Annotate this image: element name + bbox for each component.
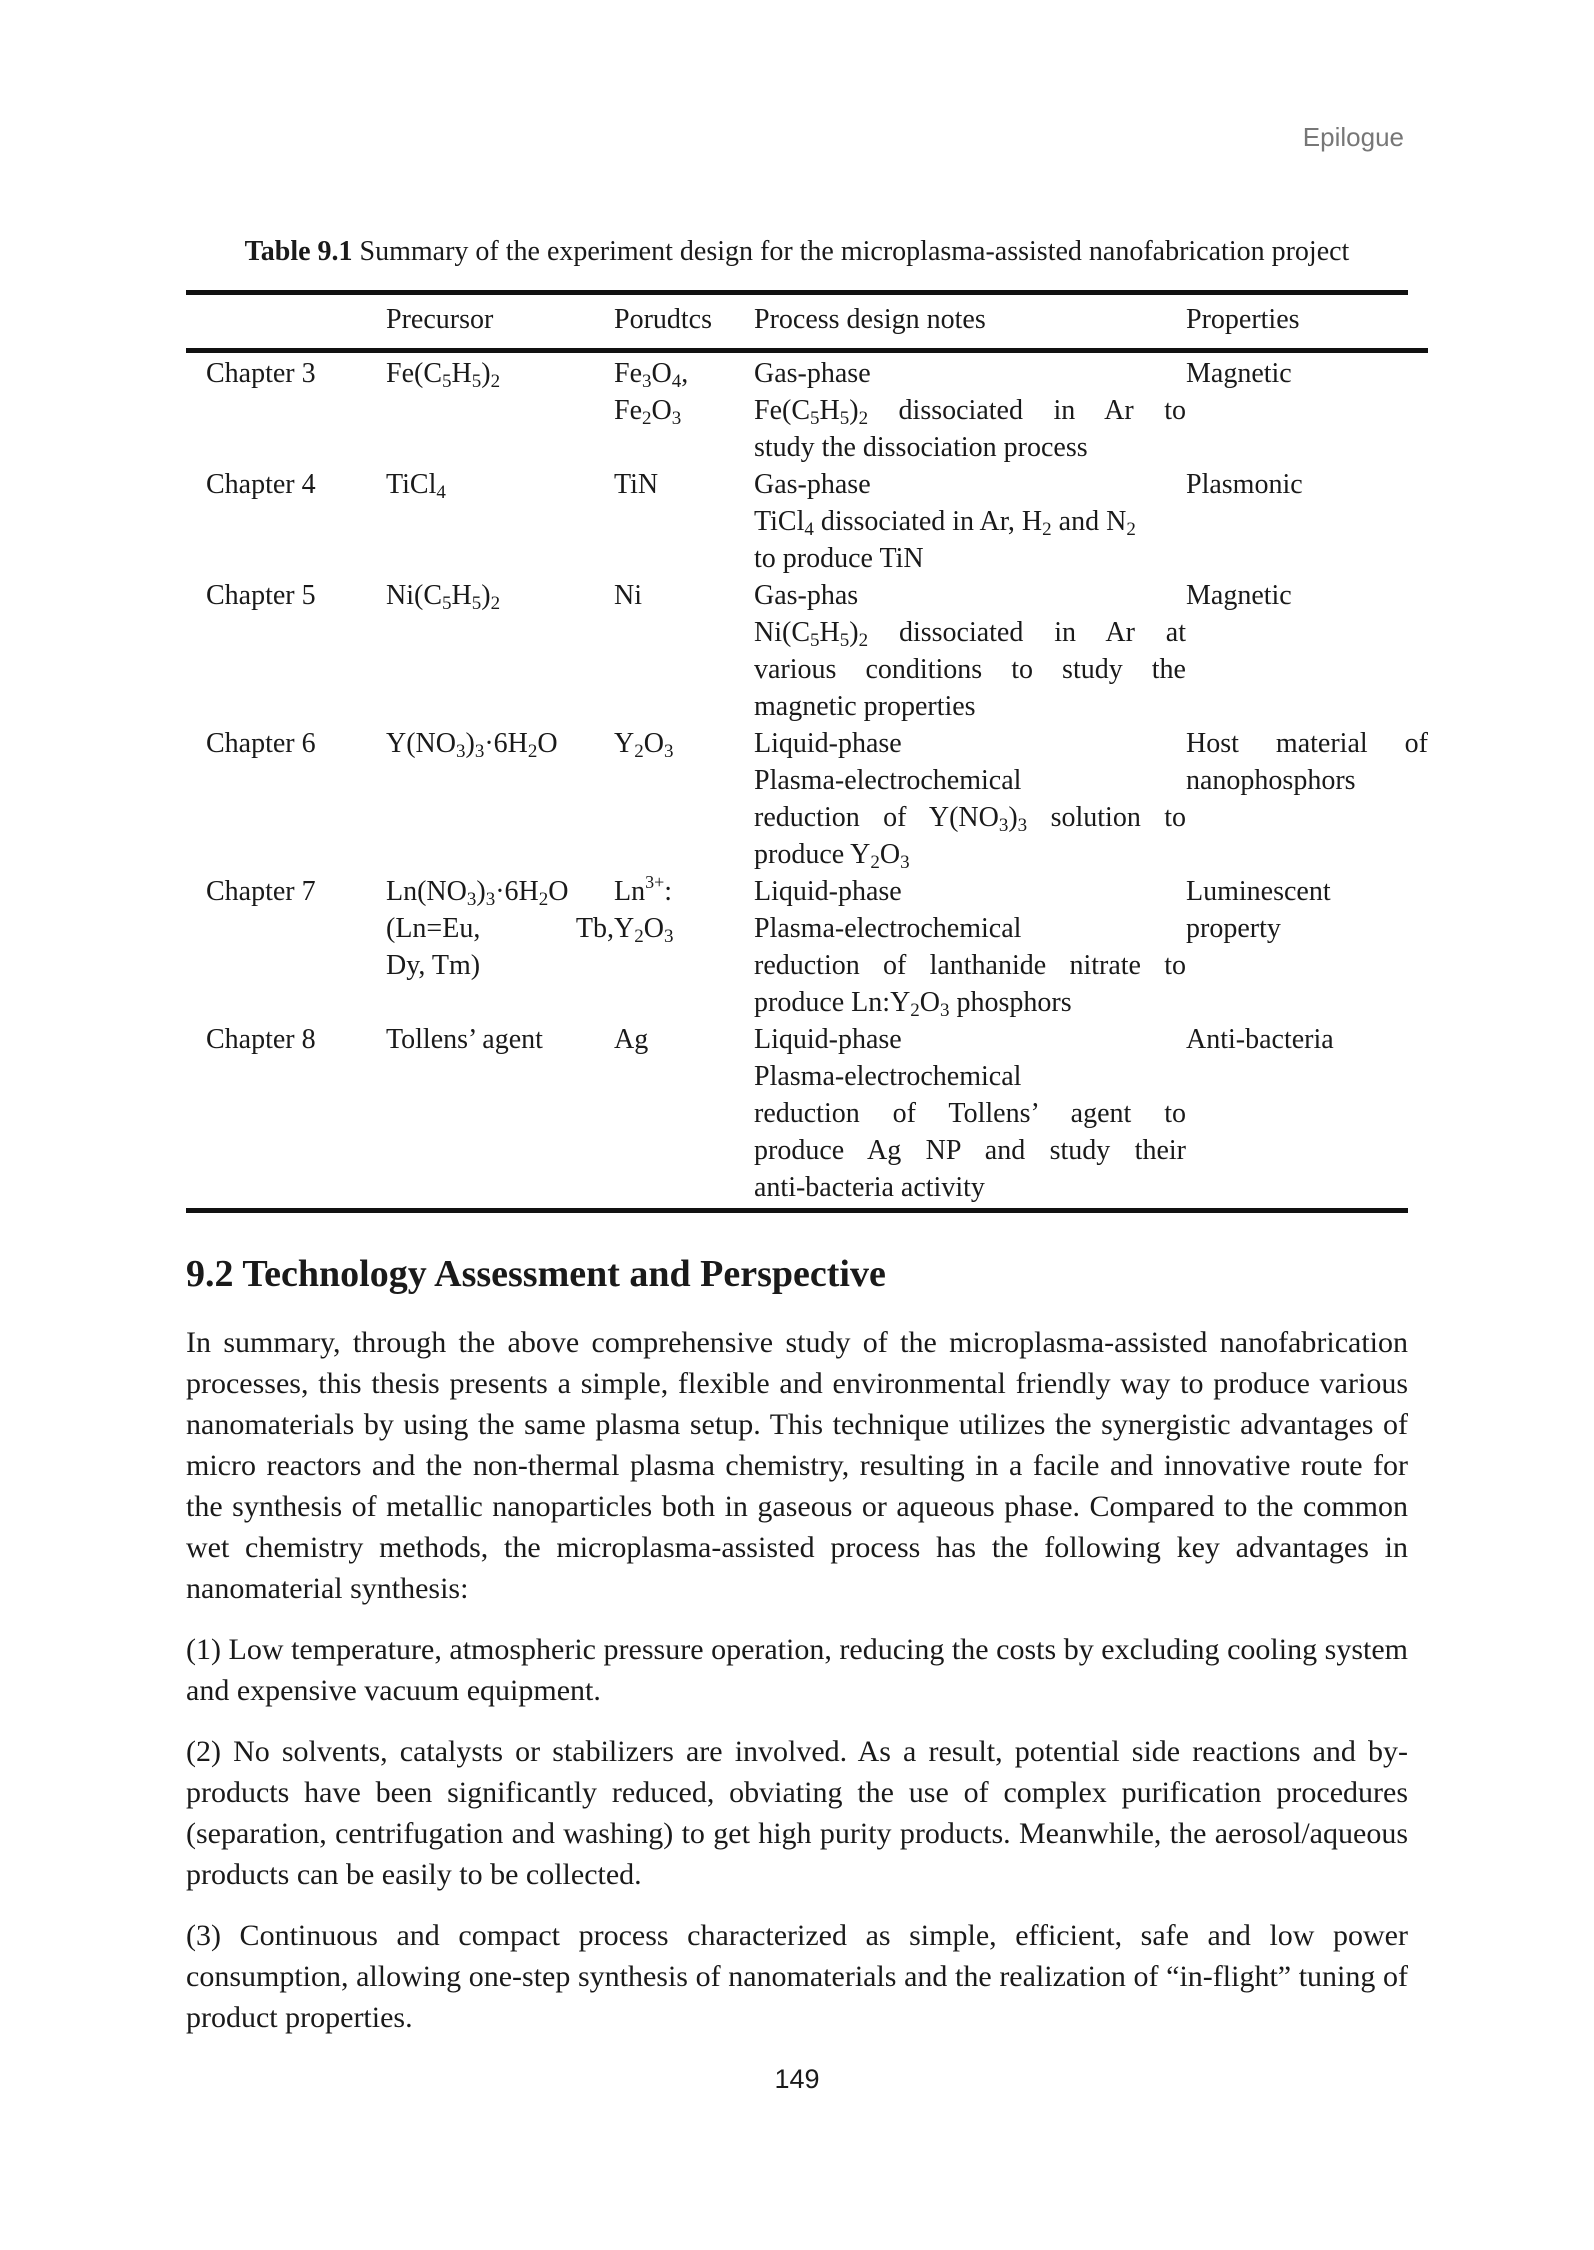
cell-line: Gas-phase [754, 358, 871, 389]
chapter-cell: Chapter 5 [206, 580, 316, 611]
notes-cell [754, 466, 1186, 577]
product-cell [614, 725, 754, 873]
table-caption-label: Table 9.1 [244, 236, 353, 267]
cell-line: anti-bacteria activity [754, 1172, 985, 1203]
cell-line: Plasma-electrochemical [754, 1061, 1022, 1092]
cell-line: various conditions to study the [754, 654, 1186, 685]
table-caption [186, 236, 1408, 268]
cell-line: reduction of Tollens’ agent to [754, 1098, 1186, 1129]
cell-line: reduction of lanthanide nitrate to [754, 950, 1186, 981]
cell-line: $Y_2O_3$ [614, 728, 674, 762]
chapter-cell: Chapter 7 [206, 876, 316, 907]
notes-cell [754, 353, 1186, 466]
summary-table [186, 290, 1428, 1213]
cell-line: $Y(NO_3)_3\cdot 6H_2O$ [386, 728, 558, 762]
table-row [186, 873, 1428, 1021]
product-cell [614, 466, 754, 577]
cell-line: $Fe(C_5H_5)_2$ [386, 358, 501, 392]
cell-line: $Ni(C_5H_5)_2$ [386, 580, 501, 614]
body-text [186, 1322, 1408, 2058]
cell-line: Magnetic [1186, 358, 1292, 389]
cell-line: $Ni(C_5H_5)_2$ dissociated in Ar at [754, 617, 1186, 651]
cell-line: Liquid-phase [754, 876, 902, 907]
table-row [186, 577, 1428, 725]
table-grid [186, 295, 1428, 1208]
cell-line: Anti-bacteria [1186, 1024, 1334, 1055]
page-number: 149 [774, 2064, 820, 2094]
cell-line: Tollens’ agent [386, 1024, 543, 1055]
product-cell [614, 353, 754, 466]
product-cell [614, 1021, 754, 1208]
precursor-cell [386, 353, 614, 466]
properties-cell [1186, 353, 1428, 466]
product-cell [614, 873, 754, 1021]
cell-line: $Fe_3O_4$, [614, 358, 689, 392]
cell-line: Gas-phase [754, 469, 871, 500]
cell-line: TiCl$_4$ [386, 469, 446, 503]
cell-line: Liquid-phase [754, 1024, 902, 1055]
section-heading: 9.2 Technology Assessment and Perspective [186, 1253, 886, 1295]
cell-line: $Y_2O_3$ [614, 913, 674, 947]
notes-cell [754, 725, 1186, 873]
cell-line: study the dissociation process [754, 432, 1088, 463]
cell-line: (Ln=Eu, Tb, [386, 913, 614, 944]
properties-cell [1186, 577, 1428, 725]
cell-line: TiCl$_4$ dissociated in Ar, $H_2$ and $N_2$ [754, 506, 1136, 540]
table-row [186, 466, 1428, 577]
cell-line: Liquid-phase [754, 728, 902, 759]
running-head: Epilogue [1302, 122, 1404, 152]
precursor-cell [386, 1021, 614, 1208]
paragraph: In summary, through the above comprehensive study of the microplasma-assisted nanofabrication processes, this thesis presents a simple, flexible and environmental friendly way to produce various nanomaterials by using the same plasma setup. This technique utilizes the synergistic advantages of micro reactors and the non-thermal plasma chemistry, resulting in a facile and innovative route for the synthesis of metallic nanoparticles both in gaseous or aqueous phase. Compared to the common wet chemistry methods, the microplasma-assisted process has the following key advantages in nanomaterial synthesis: [186, 1326, 1408, 1605]
header-cell-properties: Properties [1186, 304, 1300, 335]
notes-cell [754, 873, 1186, 1021]
table-row [186, 1021, 1428, 1208]
paragraph: (3) Continuous and compact process characterized as simple, efficient, safe and low power consumption, allowing one-step synthesis of nanomaterials and the realization of “in-flight” tuning of product properties. [186, 1919, 1408, 2034]
cell-line: reduction of $Y(NO_3)_3$ solution to [754, 802, 1187, 836]
chapter-cell: Chapter 6 [206, 728, 316, 759]
header-cell-precursor: Precursor [386, 304, 494, 335]
precursor-cell [386, 466, 614, 577]
cell-line: Magnetic [1186, 580, 1292, 611]
header-cell-products: Porudtcs [614, 304, 712, 335]
chapter-cell: Chapter 4 [206, 469, 316, 500]
paragraph: (1) Low temperature, atmospheric pressure operation, reducing the costs by excluding cooling system and expensive vacuum equipment. [186, 1633, 1408, 1707]
paragraph: (2) No solvents, catalysts or stabilizers are involved. As a result, potential side reactions and by-products have been significantly reduced, obviating the use of complex purification procedures (separation, centrifugation and washing) to get high purity products. Meanwhile, the aerosol/aqueous products can be easily to be collected. [186, 1735, 1408, 1891]
cell-line: $Fe(C_5H_5)_2$ dissociated in Ar to [754, 395, 1186, 429]
cell-line: produce Ag NP and study their [754, 1135, 1186, 1166]
cell-line: produce $Ln:Y_2O_3$ phosphors [754, 987, 1072, 1021]
chapter-cell: Chapter 8 [206, 1024, 316, 1055]
cell-line: Dy, Tm) [386, 950, 481, 981]
notes-cell [754, 577, 1186, 725]
cell-line: Plasma-electrochemical [754, 913, 1022, 944]
header-cell [186, 295, 386, 348]
table-row [186, 353, 1428, 466]
cell-line: Ag [614, 1024, 649, 1055]
properties-cell [1186, 873, 1428, 1021]
cell-line: Plasmonic [1186, 469, 1303, 500]
cell-line: to produce TiN [754, 543, 924, 574]
properties-cell [1186, 466, 1428, 577]
cell-line: $Ln(NO_3)_3\cdot 6H_2O$ [386, 876, 569, 910]
cell-line: Plasma-electrochemical [754, 765, 1022, 796]
cell-line: property [1186, 913, 1281, 944]
cell-line: Ni [614, 580, 642, 611]
cell-line: Luminescent [1186, 876, 1331, 907]
chapter-cell: Chapter 3 [206, 358, 316, 389]
precursor-cell [386, 873, 614, 1021]
table-body [186, 353, 1428, 1208]
cell-line: Host material of [1186, 728, 1428, 759]
cell-line: nanophosphors [1186, 765, 1356, 796]
precursor-cell [386, 725, 614, 873]
header-cell-notes: Process design notes [754, 304, 986, 335]
cell-line: TiN [614, 469, 659, 500]
table-header-row [186, 295, 1428, 348]
precursor-cell [386, 577, 614, 725]
table-row [186, 725, 1428, 873]
cell-line: magnetic properties [754, 691, 976, 722]
notes-cell [754, 1021, 1186, 1208]
product-cell [614, 577, 754, 725]
properties-cell [1186, 725, 1428, 873]
cell-line: Gas-phas [754, 580, 859, 611]
cell-line: $Fe_2O_3$ [614, 395, 682, 429]
cell-line: $Ln^{3+}$: [614, 872, 673, 907]
properties-cell [1186, 1021, 1428, 1208]
table-bottom-rule [186, 1208, 1408, 1213]
cell-line: produce $Y_2O_3$ [754, 839, 910, 873]
table-caption-text: Summary of the experiment design for the microplasma-assisted nanofabrication project [352, 236, 1350, 267]
